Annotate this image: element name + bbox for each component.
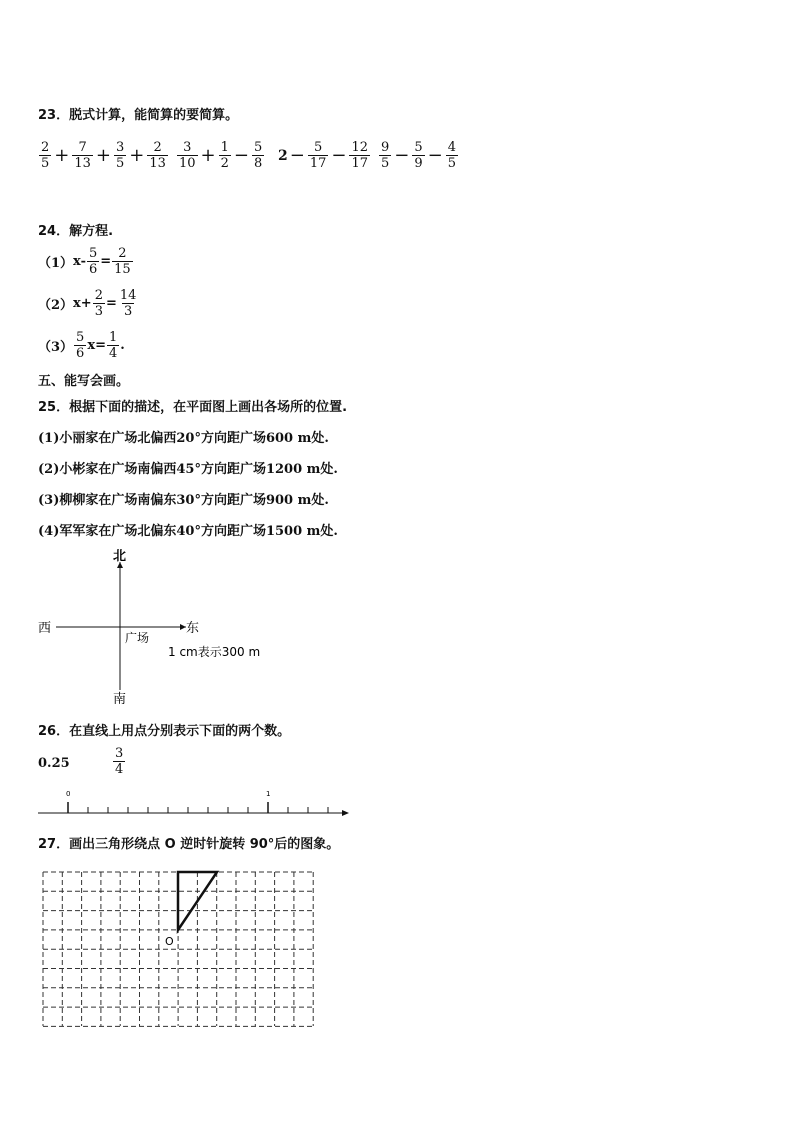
fraction: $\frac{9}{5}$	[381, 140, 390, 171]
center-label: 广场	[125, 631, 150, 645]
fraction: $\frac{5}{8}$	[254, 140, 263, 171]
question-25-title: 25．根据下面的描述，在平面图上画出各场所的位置.	[38, 400, 348, 415]
equation-1: （1） x- $\frac{5}{6}$ = $\frac{2}{15}$	[38, 246, 131, 277]
fraction: $\frac{3}{10}$	[179, 140, 196, 171]
fraction: $\frac{2}{13}$	[149, 140, 166, 171]
fraction: $\frac{3}{5}$	[116, 140, 125, 171]
question-26-title: 26．在直线上用点分别表示下面的两个数。	[38, 724, 291, 739]
q25-item-3: (3)柳柳家在广场南偏东30°方向距广场900 m处.	[38, 493, 329, 508]
equation-2: （2） x+ $\frac{2}{3}$ = $\frac{14}{3}$	[38, 288, 137, 319]
fraction: $\frac{2}{5}$	[41, 140, 50, 171]
q25-item-2: (2)小彬家在广场南偏西45°方向距广场1200 m处.	[38, 462, 338, 477]
expression-4: $\frac{9}{5}$ − $\frac{5}{9}$ − $\frac{4}{5}$	[381, 140, 457, 171]
number-0-25: 0.25	[38, 756, 70, 771]
section-5-heading: 五、能写会画。	[38, 374, 130, 389]
question-23-title: 23．脱式计算，能简算的要简算。	[38, 108, 239, 123]
expression-1: $\frac{2}{5}$ + $\frac{7}{13}$ + $\frac{3}{5}$ + $\frac{2}{13}$	[41, 140, 166, 171]
east-label: 东	[186, 621, 200, 636]
question-27-title: 27．画出三角形绕点 O 逆时针旋转 90°后的图象。	[38, 837, 340, 852]
triangle	[178, 872, 217, 930]
west-label: 西	[38, 621, 52, 636]
number-line-arrow	[342, 810, 349, 816]
fraction: $\frac{1}{2}$	[220, 140, 229, 171]
north-label: 北	[113, 549, 127, 564]
fraction: $\frac{5}{17}$	[309, 140, 327, 171]
q25-item-4: (4)军军家在广场北偏东40°方向距广场1500 m处.	[38, 524, 338, 539]
fraction: $\frac{7}{13}$	[74, 140, 91, 171]
scale-label: 1 cm表示300 m	[168, 645, 261, 659]
south-label: 南	[113, 692, 127, 707]
fraction-three-quarters: $\frac{3}{4}$	[115, 746, 124, 777]
q25-item-1: (1)小丽家在广场北偏西20°方向距广场600 m处.	[38, 431, 329, 446]
tick-label-1: 1	[266, 790, 271, 798]
expression-3: 2 − $\frac{5}{17}$ − $\frac{12}{17}$	[278, 140, 369, 171]
expression-2: $\frac{3}{10}$ + $\frac{1}{2}$ − $\frac{5}{8}$	[179, 140, 263, 171]
fraction: $\frac{5}{9}$	[414, 140, 423, 171]
fraction: $\frac{4}{5}$	[447, 140, 457, 171]
equation-3: （3） $\frac{5}{6}$ x= $\frac{1}{4}$ .	[38, 330, 125, 361]
fraction: $\frac{12}{17}$	[351, 140, 369, 171]
point-o-label: O	[165, 935, 174, 948]
tick-label-0: 0	[66, 790, 71, 798]
question-24-title: 24．解方程.	[38, 224, 114, 239]
